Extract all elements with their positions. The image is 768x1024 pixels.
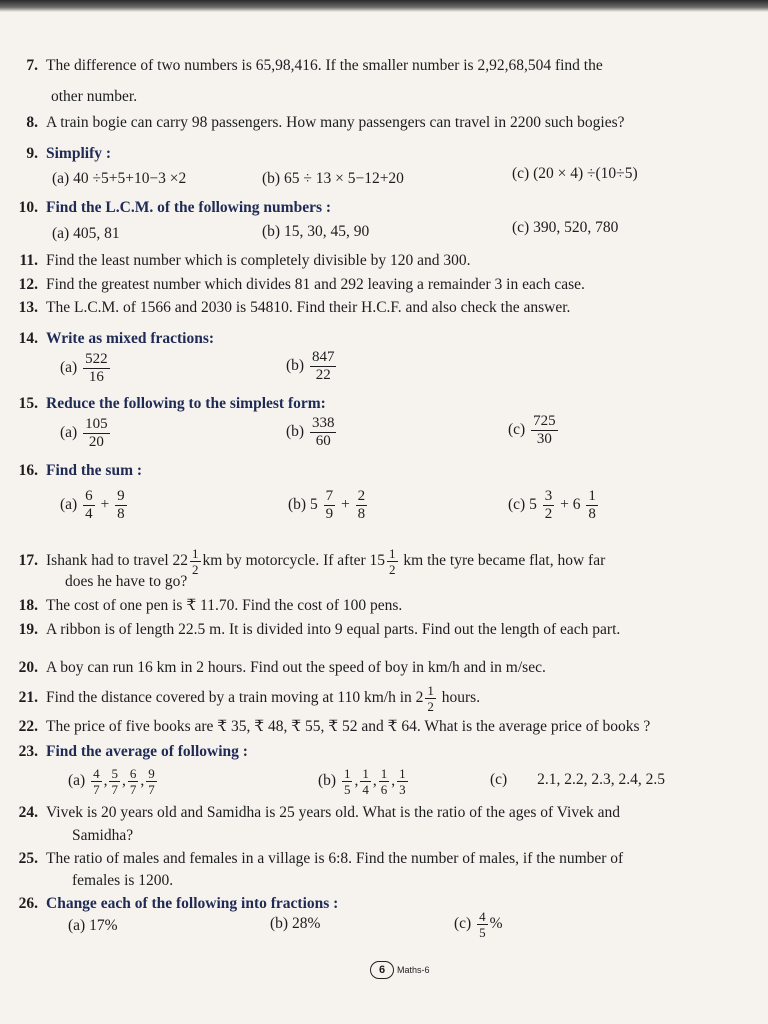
fraction: $\frac{725}{30}$ [533, 413, 556, 447]
question-8 [0, 113, 625, 133]
fraction: $\frac{1}{6}$ [380, 766, 388, 797]
comma: , [103, 772, 108, 790]
option-label: (c) 5 [508, 496, 537, 514]
question-title: Reduce the following to the simplest form: [46, 395, 326, 412]
question-text: A train bogie can carry 98 passengers. How many passengers can travel in 2200 such bogies? [46, 114, 625, 131]
question-22 [0, 717, 650, 737]
question-number: 10. [18, 199, 38, 216]
question-13 [0, 298, 570, 318]
fraction: $\frac{522}{16}$ [85, 351, 108, 385]
option-label: (c) [454, 915, 472, 933]
question-text: The price of five books are ₹ 35, ₹ 48, ₹ 55, ₹ 52 and ₹ 64. What is the average price of books ? [46, 718, 651, 735]
option-label: (b) 5 [288, 496, 318, 514]
question-14 [0, 329, 214, 349]
option-b: (b) 65 ÷ 13 × 5−12+20 [262, 170, 404, 187]
question-number: 26. [18, 895, 38, 912]
question-25 [0, 849, 623, 869]
fraction: $\frac{7}{9}$ [325, 488, 334, 522]
question-number: 16. [18, 462, 38, 479]
option-c [454, 910, 503, 939]
option-a: (a) 40 ÷5+5+10−3 ×2 [52, 170, 187, 187]
option-a: (a) 17% [68, 917, 118, 934]
option-label: (a) [60, 359, 78, 377]
page-footer [370, 961, 430, 979]
question-10 [0, 198, 331, 218]
fraction: $\frac{3}{2}$ [544, 488, 553, 522]
option-label: (b) [318, 772, 337, 790]
option-b [318, 767, 410, 796]
fraction: $\frac{1}{2}$ [389, 546, 396, 577]
question-text-2: hours. [437, 689, 481, 707]
question-title: Simplify : [46, 145, 112, 162]
option-label: (a) [68, 772, 86, 790]
fraction: $\frac{1}{2}$ [192, 546, 199, 577]
question-24 [0, 803, 620, 823]
question-23 [0, 742, 248, 762]
question-title: Change each of the following into fractions : [46, 895, 339, 912]
option-label: (b) [286, 423, 305, 441]
option-c [490, 770, 665, 790]
question-9 [0, 144, 111, 164]
option-a [60, 352, 112, 385]
question-number: 17. [18, 552, 38, 570]
fraction: $\frac{2}{8}$ [357, 488, 366, 522]
question-text: A ribbon is of length 22.5 m. It is divided into 9 equal parts. Find out the length of each part. [46, 621, 621, 638]
percent-sign: % [489, 915, 503, 933]
option-c [508, 489, 600, 522]
fraction: $\frac{9}{7}$ [148, 766, 155, 797]
fraction: $\frac{6}{4}$ [85, 488, 93, 522]
question-number: 19. [18, 621, 38, 638]
question-number: 21. [18, 689, 38, 707]
fraction: $\frac{1}{8}$ [588, 488, 596, 522]
question-number: 14. [18, 330, 38, 347]
question-number: 9. [26, 145, 38, 162]
option-a [60, 417, 112, 450]
option-b [288, 489, 369, 522]
mixed-part: + 6 [560, 496, 581, 514]
question-20 [0, 658, 546, 678]
option-a: (a) 405, 81 [52, 225, 120, 242]
question-number: 12. [18, 276, 38, 293]
fraction: $\frac{847}{22}$ [311, 349, 335, 383]
question-12 [0, 275, 585, 295]
question-26 [0, 894, 338, 914]
question-number: 15. [18, 395, 38, 412]
option-b: (b) 15, 30, 45, 90 [262, 223, 370, 240]
question-number: 13. [18, 299, 38, 316]
question-number: 23. [18, 743, 38, 760]
plus-sign: + [100, 496, 110, 514]
option-b [286, 416, 338, 449]
option-c: (c) (20 × 4) ÷(10÷5) [512, 165, 638, 182]
book-label: Maths-6 [397, 965, 430, 975]
comma: , [372, 772, 377, 790]
option-b: (b) 28% [270, 915, 321, 932]
fraction: $\frac{105}{20}$ [85, 416, 108, 450]
question-number: 18. [18, 597, 38, 614]
question-16 [0, 461, 142, 481]
question-24-continuation: Samidha? [72, 827, 134, 844]
question-title: Find the sum : [46, 462, 143, 479]
option-label: (c) [508, 421, 526, 439]
question-25-continuation: females is 1200. [72, 872, 174, 889]
question-number: 8. [26, 114, 38, 131]
fraction: $\frac{338}{60}$ [311, 415, 335, 449]
question-text: A boy can run 16 km in 2 hours. Find out the speed of boy in km/h and in m/sec. [46, 659, 546, 676]
question-7-continuation: other number. [51, 88, 138, 105]
comma: , [140, 772, 145, 790]
question-19 [0, 620, 620, 640]
question-number: 7. [26, 57, 38, 74]
question-title: Find the L.C.M. of the following numbers : [46, 199, 332, 216]
scan-top-edge [0, 0, 768, 12]
question-number: 20. [18, 659, 38, 676]
option-label: (c) [490, 771, 508, 788]
question-text: The difference of two numbers is 65,98,416. If the smaller number is 2,92,68,504 find the [46, 57, 603, 74]
question-7 [0, 56, 603, 76]
option-label: (a) [60, 424, 78, 442]
option-a [60, 489, 129, 522]
question-title: Find the average of following : [46, 743, 248, 760]
fraction: $\frac{1}{4}$ [362, 766, 369, 797]
fraction: $\frac{1}{2}$ [427, 683, 434, 714]
question-15 [0, 394, 326, 414]
option-label: (a) [60, 496, 78, 514]
question-text: The ratio of males and females in a village is 6:8. Find the number of males, if the number of [46, 850, 624, 867]
plus-sign: + [340, 496, 350, 514]
fraction: $\frac{4}{5}$ [479, 909, 486, 940]
fraction: $\frac{6}{7}$ [129, 766, 137, 797]
question-text-2: km by motorcycle. If after 15 [202, 552, 386, 570]
fraction: $\frac{1}{5}$ [343, 766, 351, 797]
question-18 [0, 596, 402, 616]
comma: , [121, 772, 126, 790]
question-21 [0, 684, 480, 713]
question-text: Find the greatest number which divides 81 and 292 leaving a remainder 3 in each case. [46, 276, 585, 293]
question-text-1: Find the distance covered by a train moving at 110 km/h in 2 [46, 689, 424, 707]
question-text: The L.C.M. of 1566 and 2030 is 54810. Find their H.C.F. and also check the answer. [46, 299, 571, 316]
question-text-1: Ishank had to travel 22 [46, 552, 189, 570]
question-text: The cost of one pen is ₹ 11.70. Find the cost of 100 pens. [46, 597, 403, 614]
option-c [508, 414, 560, 447]
question-text-3: km the tyre became flat, how far [399, 552, 606, 570]
question-11 [0, 251, 470, 271]
question-number: 24. [18, 804, 38, 821]
option-b [286, 350, 338, 383]
question-number: 25. [18, 850, 38, 867]
question-17-continuation: does he have to go? [65, 573, 188, 590]
option-c: (c) 390, 520, 780 [512, 219, 619, 236]
option-text: 2.1, 2.2, 2.3, 2.4, 2.5 [537, 771, 665, 788]
option-label: (b) [286, 357, 305, 375]
question-text: Vivek is 20 years old and Samidha is 25 years old. What is the ratio of the ages of Vivek and [46, 804, 620, 821]
fraction: $\frac{4}{7}$ [93, 766, 100, 797]
fraction: $\frac{9}{8}$ [117, 488, 125, 522]
question-number: 11. [19, 252, 38, 269]
question-text: Find the least number which is completely divisible by 120 and 300. [46, 252, 471, 269]
option-a [68, 767, 159, 796]
question-number: 22. [18, 718, 38, 735]
question-title: Write as mixed fractions: [46, 330, 215, 347]
page-number: 6 [370, 961, 394, 979]
comma: , [354, 772, 359, 790]
fraction: $\frac{1}{3}$ [399, 766, 406, 797]
comma: , [391, 772, 396, 790]
fraction: $\frac{5}{7}$ [111, 766, 118, 797]
